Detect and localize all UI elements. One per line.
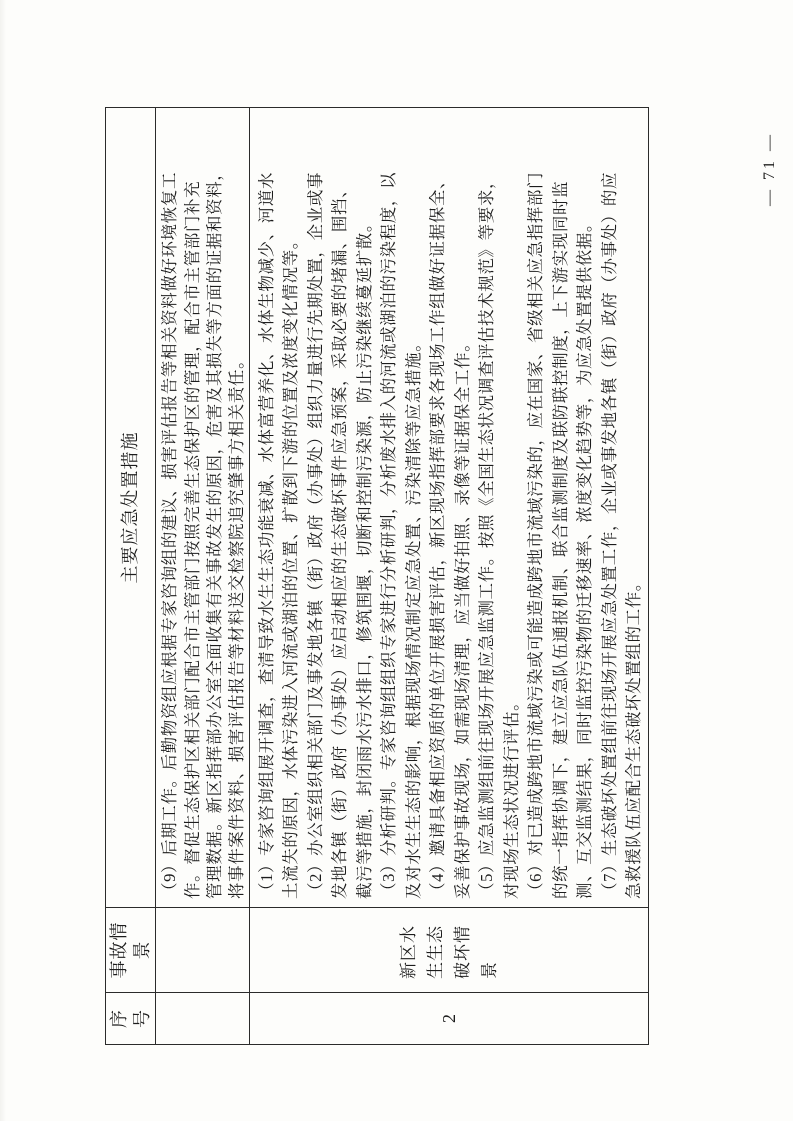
measures-line: （3）分析研判。专家咨询组组织专家进行分析研判，分析废水排入的河流或湖泊的污染程度，以 — [379, 171, 398, 899]
measures-line: 土流失的原因，水体污染进入河流或湖泊的位置、扩散到下游的位置及浓度变化情况等。 — [281, 232, 300, 899]
row-continuation — [156, 108, 250, 1045]
measures-line: 妥善保护事故现场，如需现场清理，应当做好拍照、录像等证据保全工作。 — [452, 334, 472, 899]
seq-cell-continuation — [156, 993, 250, 1045]
header-measures — [106, 108, 156, 908]
row-2 — [250, 108, 649, 1045]
measures-line: （6）对已造成跨地市流域污染或可能造成跨地市流域污染的，应在国家、省级相关应急指挥部门 — [526, 171, 545, 899]
measures-line: （7）生态破坏处置组前往现场开展应急处置工作，企业或事发地各镇（街）政府（办事处）的应 — [599, 171, 619, 899]
measures-lines — [156, 108, 249, 907]
header-row — [106, 108, 156, 1045]
measures-lines-row2 — [252, 108, 647, 907]
measures-line: （5）应急监测组前往现场开展应急监测工作。按照《全国生态状况调查评估技术规范》等要求， — [477, 171, 496, 899]
measures-cell-row2 — [250, 108, 649, 908]
measures-line: 急救援队伍应配合生态破坏处置组的工作。 — [624, 574, 643, 899]
scenario-cell-row2 — [250, 908, 649, 993]
measures-cell-continuation — [156, 108, 250, 908]
measures-line: （1）专家咨询组展开调查，查清导致水生生态功能衰减、水体富营养化、水体生物减少、河道水 — [256, 171, 276, 899]
measures-line: 截污等措施，封闭雨水污水排口，修筑围堰，切断和控制污染源，防止污染继续蔓延扩散。 — [354, 215, 374, 899]
measures-line: （9）后期工作。后勤物资组应根据专家咨询组的建议、损害评估报告等相关资料做好环境恢复工 — [160, 171, 180, 899]
measures-line: 及对水生生态的影响，根据现场情况制定应急处置、污染清除等应急措施。 — [403, 334, 423, 899]
measures-line: 将事件案件资料、损害评估报告等材料送交检察院追究肇事方相关责任。 — [227, 351, 247, 899]
measures-line: （4）邀请具备相应资质的单位开展损害评估，新区现场指挥部要求各现场工作组做好证据保全、 — [428, 171, 447, 899]
emergency-measures-table — [105, 107, 649, 1045]
measures-line: 作。督促生态保护区相关部门配合市主管部门按照完善生态保护区的管理，配合市主管部门补充 — [182, 180, 202, 899]
page-number: — 71 — — [761, 132, 778, 206]
header-seq — [106, 993, 156, 1045]
measures-line: 的统一指挥协调下，建立应急队伍通报机制、联合监测制度及联防联控制度，上下游实现同时监 — [550, 180, 570, 899]
header-measures-label: 主要应急处置措施 — [120, 431, 140, 584]
header-scenario — [106, 908, 156, 993]
measures-line: 管理数据。新区指挥部办公室全面收集有关事故发生的原因，危害及其损失等方面的证据和资料， — [205, 163, 224, 899]
measures-line: （2）办公室组织相关部门及事发地各镇（街）政府（办事处）组织力量进行先期处置，企业或事 — [305, 171, 325, 899]
measures-line: 测、互交监测结果，同时监控污染物的迁移速率、浓度变化趋势等，为应急处置提供依据。 — [575, 215, 594, 899]
measures-line: 发地各镇（街）政府（办事处）应启动相应的生态破坏事件应急预案，采取必要的堵漏、围挡、 — [330, 180, 349, 899]
scenario-text-row2: 新区水生生态破坏情景 — [399, 925, 499, 979]
header-scenario-label: 事故情景 — [108, 921, 152, 979]
header-seq-label: 序号 — [108, 1009, 152, 1028]
measures-line: 对现场生态状况进行评估。 — [501, 693, 521, 899]
seq-cell-row2: 2 — [250, 993, 649, 1045]
scenario-cell-continuation — [156, 908, 250, 993]
